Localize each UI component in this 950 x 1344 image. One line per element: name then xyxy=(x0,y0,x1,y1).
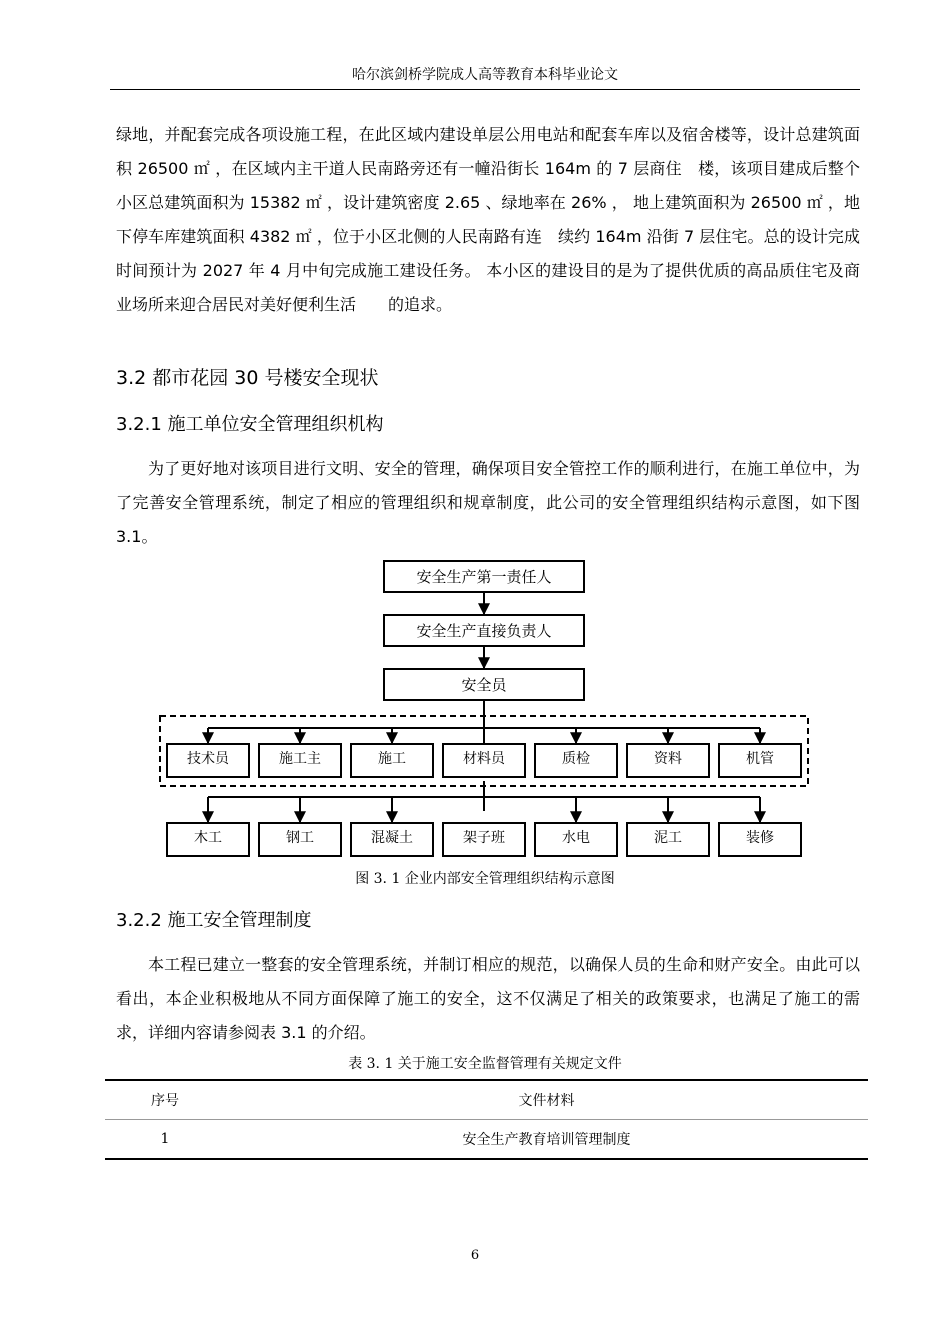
table-header-row xyxy=(105,1080,868,1120)
org-label-row2-1: 钢工 xyxy=(286,830,314,846)
table-row xyxy=(105,1120,868,1160)
org-label-row2-3: 架子班 xyxy=(463,830,505,846)
org-label-row1-4: 质检 xyxy=(562,751,590,767)
org-label-row2-5: 泥工 xyxy=(654,830,682,846)
table-header-index: 序号 xyxy=(151,1093,179,1109)
figure-caption: 图 3. 1 企业内部安全管理组织结构示意图 xyxy=(355,871,615,887)
org-label-row1-0: 技术员 xyxy=(187,751,229,767)
org-label-safety-officer: 安全员 xyxy=(461,676,507,694)
org-label-row1-5: 资料 xyxy=(654,751,682,767)
org-label-row2-4: 水电 xyxy=(562,830,590,846)
paragraph-safety-system: 本工程已建立一整套的安全管理系统，并制订相应的规范，以确保人员的生命和财产安全。由此可以看出，本企业积极地从不同方面保障了施工的安全，这不仅满足了相关的政策要求，也满足了施工的需求，详细内容请参阅表 3.1 的介绍。 xyxy=(116,955,860,1042)
paragraph-org-structure: 为了更好地对该项目进行文明、安全的管理，确保项目安全管控工作的顺利进行，在施工单位中，为了完善安全管理系统，制定了相应的管理组织和规章制度，此公司的安全管理组织结构示意图，如下图 3.1。 xyxy=(116,459,860,546)
org-label-first-responsible: 安全生产第一责任人 xyxy=(416,568,552,586)
org-label-direct-responsible: 安全生产直接负责人 xyxy=(416,622,552,640)
table-header-document: 文件材料 xyxy=(518,1093,575,1109)
regulation-table xyxy=(105,1079,868,1160)
table-cell-document: 安全生产教育培训管理制度 xyxy=(462,1132,631,1148)
org-label-row1-3: 材料员 xyxy=(463,751,505,767)
org-label-row1-2: 施工 xyxy=(378,751,406,767)
section-heading-3-2-1: 3.2.1 施工单位安全管理组织机构 xyxy=(116,414,384,435)
running-header: 哈尔滨剑桥学院成人高等教育本科毕业论文 xyxy=(352,67,618,83)
org-label-row2-2: 混凝土 xyxy=(371,830,413,846)
table-cell-index: 1 xyxy=(160,1131,170,1147)
paragraph-project-overview: 绿地，并配套完成各项设施工程，在此区域内建设单层公用电站和配套车库以及宿舍楼等，设计总建筑面积 26500 ㎡ ，在区域内主干道人民南路旁还有一幢沿街长 164m 的 7 层商住 楼，该项目建成后整个小区总建筑面积为 15382 ㎡ ，设计建筑密度 2.65 、绿地率在 26% ， 地上建筑面积为 26500 ㎡ ，地下停车库建筑面积 4382 ㎡ ，位于小区北侧的人民南路有连 续约 164m 沿街 7 层住宅。总的设计完成时间预计为 2027 年 4 月中旬完成施工建设任务。 本小区的建设目的是为了提供优质的高品质住宅及商业场所来迎合居民对美好便利生活 的追求。 xyxy=(116,125,860,314)
org-label-row1-1: 施工主 xyxy=(279,751,321,767)
section-heading-3-2: 3.2 都市花园 30 号楼安全现状 xyxy=(116,367,379,389)
section-heading-3-2-2: 3.2.2 施工安全管理制度 xyxy=(116,910,312,931)
org-label-row1-6: 机管 xyxy=(746,751,774,767)
org-label-row2-0: 木工 xyxy=(194,830,222,846)
org-label-row2-6: 装修 xyxy=(746,830,774,846)
header-rule xyxy=(110,89,860,90)
table-caption: 表 3. 1 关于施工安全监督管理有关规定文件 xyxy=(348,1056,622,1072)
org-chart-figure xyxy=(0,555,950,865)
page-number: 6 xyxy=(470,1248,480,1263)
